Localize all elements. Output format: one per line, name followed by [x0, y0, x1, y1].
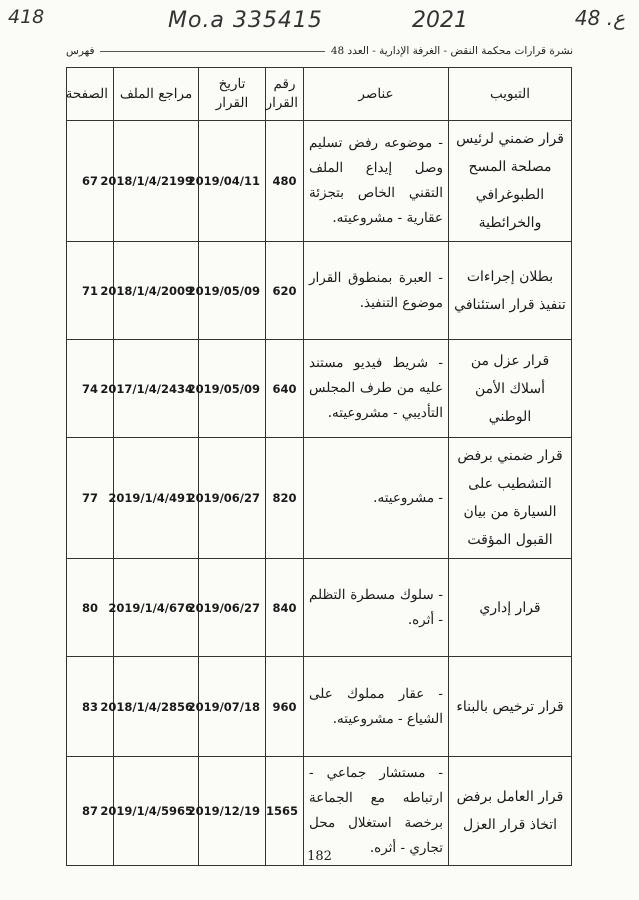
decision-number-cell: 620	[266, 242, 304, 340]
file-reference-cell: 2018/1/4/2856	[114, 657, 199, 757]
decision-number-cell: 820	[266, 438, 304, 559]
decision-date-cell: 2019/05/09	[199, 242, 266, 340]
column-header: رقم القرار	[266, 68, 304, 121]
elements-cell: - مشروعيته.	[304, 438, 449, 559]
column-header: التبويب	[449, 68, 572, 121]
column-header: عناصر	[304, 68, 449, 121]
table-row	[67, 340, 572, 438]
table-header-row	[67, 68, 572, 121]
decision-number-cell: 960	[266, 657, 304, 757]
decision-number-cell: 1565	[266, 757, 304, 866]
page-cell: 80	[67, 559, 114, 657]
column-header: الصفحة	[67, 68, 114, 121]
page-number: 182	[307, 849, 332, 864]
page-cell: 71	[67, 242, 114, 340]
handwritten-reference: Mo.a 335415	[168, 8, 323, 33]
file-reference-cell: 2017/1/4/2434	[114, 340, 199, 438]
subject-cell: بطلان إجراءات تنفيذ قرار استئنافي	[449, 242, 572, 340]
section-label: فهرس	[66, 45, 95, 57]
elements-cell: - موضوعه رفض تسليم وصل إيداع الملف التقني الخاص بتجزئة عقارية - مشروعيته.	[304, 121, 449, 242]
page-cell: 77	[67, 438, 114, 559]
subject-cell: قرار ضمني برفض التشطيب على السيارة من بيان القبول المؤقت	[449, 438, 572, 559]
decision-date-cell: 2019/07/18	[199, 657, 266, 757]
decision-number-cell: 840	[266, 559, 304, 657]
subject-cell: قرار ترخيص بالبناء	[449, 657, 572, 757]
elements-cell: - العبرة بمنطوق القرار موضوع التنفيذ.	[304, 242, 449, 340]
table-row	[67, 559, 572, 657]
elements-cell: - عقار مملوك على الشياع - مشروعيته.	[304, 657, 449, 757]
table-row	[67, 242, 572, 340]
running-header	[66, 45, 573, 57]
page-cell: 67	[67, 121, 114, 242]
file-reference-cell: 2019/1/4/491	[114, 438, 199, 559]
subject-cell: قرار ضمني لرئيس مصلحة المسح الطبوغرافي والخرائطية	[449, 121, 572, 242]
handwritten-note-left: 418	[8, 6, 45, 28]
table-row	[67, 438, 572, 559]
file-reference-cell: 2019/1/4/5965	[114, 757, 199, 866]
handwritten-year: 2021	[412, 8, 468, 33]
page-cell: 83	[67, 657, 114, 757]
page-cell: 87	[67, 757, 114, 866]
decision-number-cell: 480	[266, 121, 304, 242]
header-rule	[100, 51, 324, 52]
elements-cell: - مستشار جماعي - ارتباطه مع الجماعة برخصة استغلال محل تجاري - أثره.	[304, 757, 449, 866]
column-header: مراجع الملف	[114, 68, 199, 121]
elements-cell: - سلوك مسطرة التظلم - أثره.	[304, 559, 449, 657]
elements-cell: - شريط فيديو مستند عليه من طرف المجلس التأديبي - مشروعيته.	[304, 340, 449, 438]
handwritten-note-right: 48 .ع	[574, 6, 625, 30]
decision-date-cell: 2019/05/09	[199, 340, 266, 438]
file-reference-cell: 2018/1/4/2009	[114, 242, 199, 340]
index-table	[66, 67, 572, 866]
decision-date-cell: 2019/12/19	[199, 757, 266, 866]
table-row	[67, 657, 572, 757]
decision-date-cell: 2019/06/27	[199, 438, 266, 559]
decision-date-cell: 2019/04/11	[199, 121, 266, 242]
table-row	[67, 121, 572, 242]
file-reference-cell: 2019/1/4/676	[114, 559, 199, 657]
decision-date-cell: 2019/06/27	[199, 559, 266, 657]
file-reference-cell: 2018/1/4/2199	[114, 121, 199, 242]
subject-cell: قرار إداري	[449, 559, 572, 657]
decision-number-cell: 640	[266, 340, 304, 438]
publication-title: نشرة قرارات محكمة النقض - الغرفة الإدارية - العدد 48	[330, 45, 573, 57]
subject-cell: قرار عزل من أسلاك الأمن الوطني	[449, 340, 572, 438]
column-header: تاريخ القرار	[199, 68, 266, 121]
page-cell: 74	[67, 340, 114, 438]
subject-cell: قرار العامل برفض اتخاذ قرار العزل	[449, 757, 572, 866]
